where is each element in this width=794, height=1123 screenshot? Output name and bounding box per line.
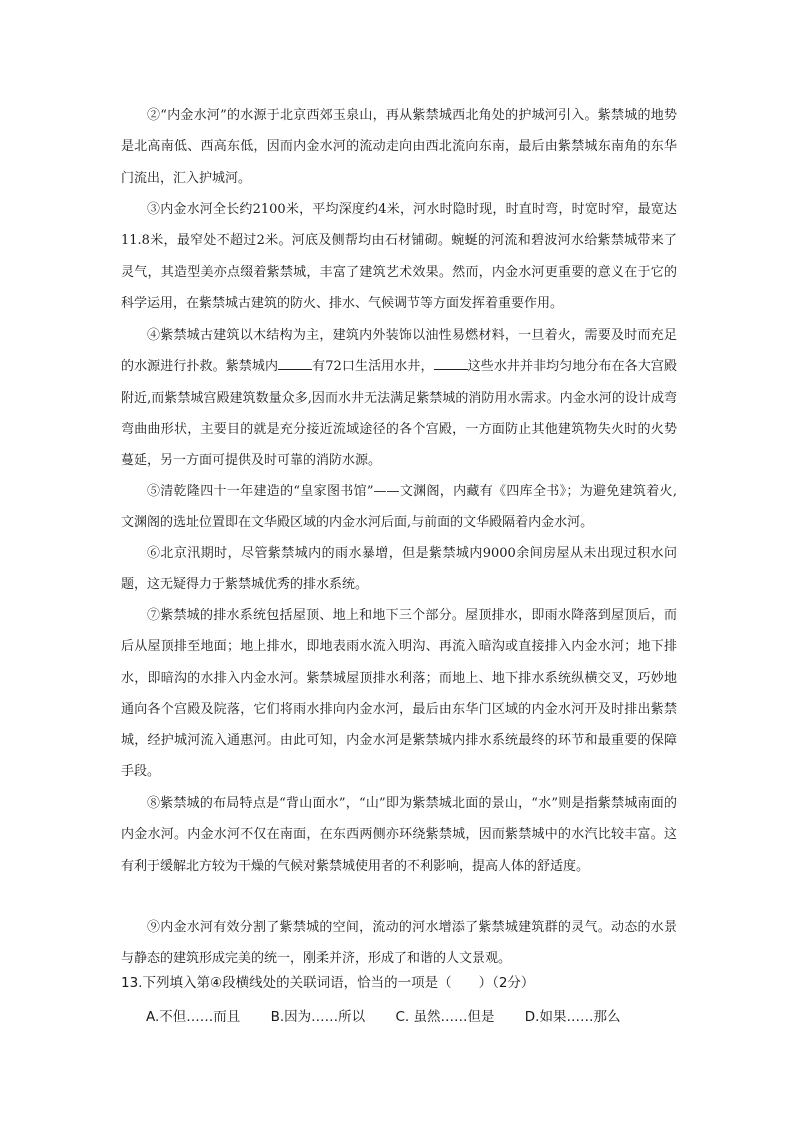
paragraph-4-part-a: ④紫禁城古建筑以木结构为主，建筑内外装饰以油性易燃材料，一旦着火，需要及时而充足的水源进行扑救。紫禁城内 bbox=[121, 328, 677, 375]
question-13-options bbox=[146, 1004, 706, 1030]
paragraph-9: ⑨内金水河有效分割了紫禁城的空间，流动的河水增添了紫禁城建筑群的灵气。动态的水景与静态的建筑形成完美的统一，刚柔并济，形成了和谐的人文景观。 bbox=[121, 920, 677, 967]
paragraph-3: ③内金水河全长约2100米，平均深度约4米，河水时隐时现，时直时弯，时宽时窄，最宽达11.8米，最窄处不超过2米。河底及侧帮均由石材铺砌。蜿蜒的河流和碧波河水给紫禁城带来了灵气，其造型美亦点缀着紫禁城，丰富了建筑艺术效果。然而，内金水河更重要的意义在于它的科学运用，在紫禁城古建筑的防火、排水、气候调节等方面发挥着重要作用。 bbox=[121, 202, 677, 311]
paragraph-8: ⑧紫禁城的布局特点是“背山面水”，“山”即为紫禁城北面的景山，“水”则是指紫禁城南面的内金水河。内金水河不仅在南面，在东西两侧亦环绕紫禁城，因而紫禁城中的水汽比较丰富。这有利于缓解北方较为干燥的气候对紫禁城使用者的不利影响，提高人体的舒适度。 bbox=[121, 796, 677, 874]
option-a: A.不但……而且 bbox=[146, 1009, 241, 1025]
paragraph-4-part-b: 有72口生活用水井， bbox=[312, 359, 434, 375]
paragraph-4-part-c: 这些水井并非均匀地分布在各大宫殿附近,而紫禁城宫殿建筑数量众多,因而水井无法满足紫禁城的消防用水需求。内金水河的设计成弯弯曲曲形状，主要目的就是充分接近流域途径的各个宫殿，一方面防止其他建筑物失火时的火势蔓延，另一方面可提供及时可靠的消防水源。 bbox=[121, 359, 677, 469]
option-d: D.如果……那么 bbox=[524, 1009, 621, 1025]
option-b: B.因为……所以 bbox=[270, 1009, 366, 1025]
paragraph-4 bbox=[121, 320, 677, 476]
option-c: C. 虽然……但是 bbox=[395, 1009, 495, 1025]
question-13-stem: 13.下列填入第④段横线处的关联词语，恰当的一项是（ ）（2分） bbox=[121, 975, 535, 991]
paragraph-5: ⑤清乾隆四十一年建造的“皇家图书馆”——文渊阁，内藏有《四库全书》；为避免建筑着火,文渊阁的选址位置即在文华殿区域的内金水河后面,与前面的文华殿隔着内金水河。 bbox=[121, 484, 677, 531]
paragraph-7: ⑦紫禁城的排水系统包括屋顶、地上和地下三个部分。屋顶排水，即雨水降落到屋顶后，而后从屋顶排至地面；地上排水，即地表雨水流入明沟、再流入暗沟或直接排入内金水河；地下排水，即暗沟的水排入内金水河。紫禁城屋顶排水利落；而地上、地下排水系统纵横交叉，巧妙地通向各个宫殿及院落，它们将雨水排向内金水河，最后由东华门区域的内金水河开及时排出紫禁城，经护城河流入通惠河。由此可知，内金水河是紫禁城内排水系统最终的环节和最重要的保障手段。 bbox=[121, 608, 677, 780]
paragraph-2: ②“内金水河”的水源于北京西郊玉泉山，再从紫禁城西北角处的护城河引入。紫禁城的地势是北高南低、西高东低，因而内金水河的流动走向由西北流向东南，最后由紫禁城东南角的东华门流出，汇入护城河。 bbox=[121, 108, 677, 186]
paragraph-6: ⑥北京汛期时，尽管紫禁城内的雨水暴增，但是紫禁城内9000余间房屋从未出现过积水问题，这无疑得力于紫禁城优秀的排水系统。 bbox=[121, 546, 677, 593]
fill-in-blank-2 bbox=[434, 368, 468, 370]
fill-in-blank-1 bbox=[278, 368, 312, 370]
